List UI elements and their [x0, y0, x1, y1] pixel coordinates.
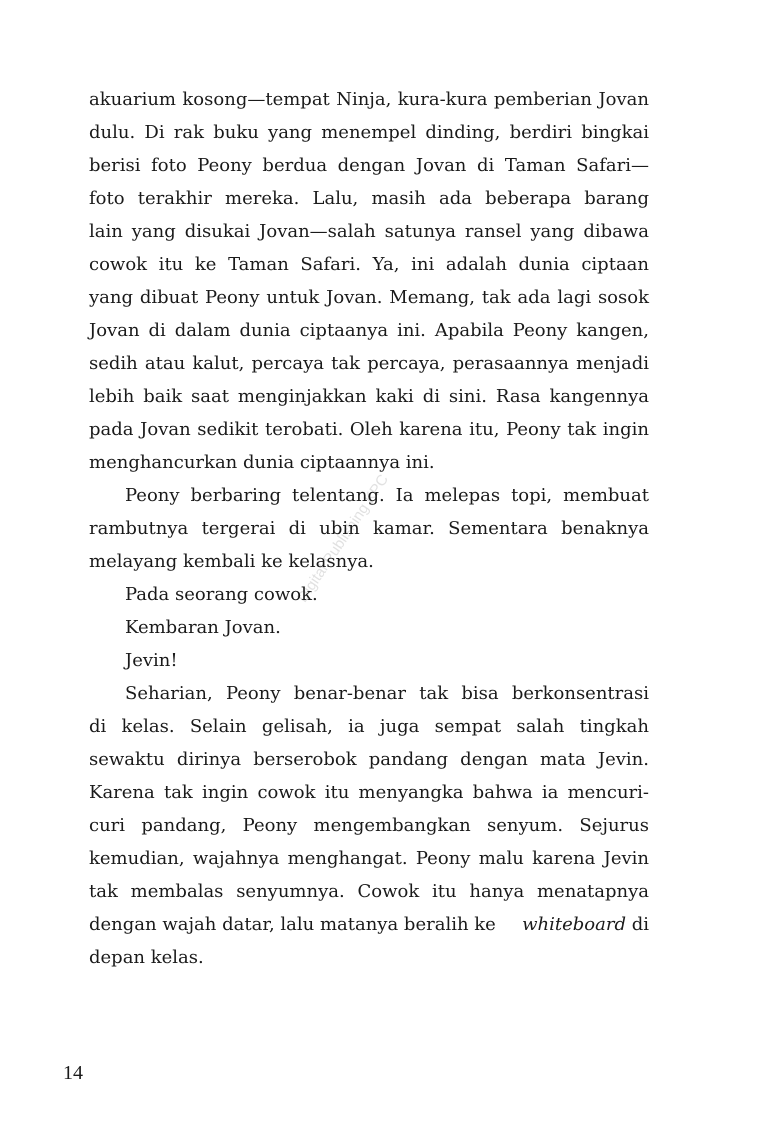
- text-line: cowok itu ke Taman Safari. Ya, ini adalah dunia ciptaan: [89, 254, 649, 275]
- paragraph-1: [89, 83, 649, 479]
- text-line: lain yang disukai Jovan—salah satunya ransel yang dibawa: [89, 221, 649, 242]
- text-line: kemudian, wajahnya menghangat. Peony malu karena Jevin: [89, 848, 649, 869]
- text-line: menghancurkan dunia ciptaannya ini.: [89, 452, 435, 473]
- text-line: sewaktu dirinya berserobok pandang dengan mata Jevin.: [89, 749, 649, 770]
- text-line-with-italic: [89, 908, 649, 941]
- paragraph-2: [89, 479, 649, 578]
- text-segment: dengan wajah datar, lalu matanya beralih ke: [89, 914, 502, 935]
- text-line: Seharian, Peony benar-benar tak bisa berkonsentrasi: [125, 683, 649, 704]
- text-segment: di: [625, 914, 649, 935]
- text-line: depan kelas.: [89, 947, 204, 968]
- text-line: dulu. Di rak buku yang menempel dinding, berdiri bingkai: [89, 122, 649, 143]
- body-text: [89, 83, 649, 974]
- short-line: Pada seorang cowok.: [125, 584, 318, 605]
- text-line: tak membalas senyumnya. Cowok itu hanya menatapnya: [89, 881, 649, 902]
- text-line: foto terakhir mereka. Lalu, masih ada beberapa barang: [89, 188, 649, 209]
- text-line: sedih atau kalut, percaya tak percaya, perasaannya menjadi: [89, 353, 649, 374]
- text-line: pada Jovan sedikit terobati. Oleh karena itu, Peony tak ingin: [89, 419, 649, 440]
- paragraph-3: [89, 677, 649, 974]
- page-number: 14: [63, 1062, 83, 1084]
- text-line: rambutnya tergerai di ubin kamar. Sementara benaknya: [89, 518, 649, 539]
- text-line: curi pandang, Peony mengembangkan senyum. Sejurus: [89, 815, 649, 836]
- text-line: Jovan di dalam dunia ciptaanya ini. Apabila Peony kangen,: [89, 320, 649, 341]
- text-line: lebih baik saat menginjakkan kaki di sini. Rasa kangennya: [89, 386, 649, 407]
- watermark: Digital Publishing KPC: [294, 471, 393, 606]
- short-line: Kembaran Jovan.: [125, 617, 281, 638]
- text-line: Peony berbaring telentang. Ia melepas topi, membuat: [125, 485, 649, 506]
- italic-word: whiteboard: [522, 914, 626, 935]
- text-line: di kelas. Selain gelisah, ia juga sempat salah tingkah: [89, 716, 649, 737]
- text-line: yang dibuat Peony untuk Jovan. Memang, tak ada lagi sosok: [89, 287, 649, 308]
- text-line: Karena tak ingin cowok itu menyangka bahwa ia mencuri-: [89, 782, 649, 803]
- text-line: melayang kembali ke kelasnya.: [89, 551, 374, 572]
- text-line: akuarium kosong—tempat Ninja, kura-kura pemberian Jovan: [89, 89, 649, 110]
- short-line: Jevin!: [125, 650, 178, 671]
- text-line: berisi foto Peony berdua dengan Jovan di Taman Safari—: [89, 155, 649, 176]
